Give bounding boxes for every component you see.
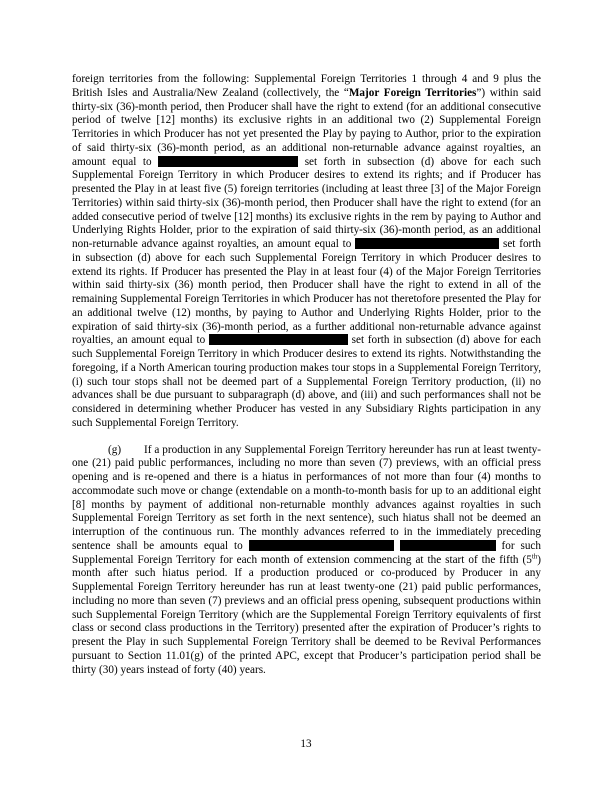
text-run: ) month after such hiatus period. If a production produced or co-produced by Producer in any Supplemental Foreign Territory hereunder has run at least twenty-one (21) paid public performances, including no more than seven (7) previews and an official press opening, subsequent productions within such Supplemental Foreign Territory (which are the Supplemental Foreign Territory equivalents of first class or second class productions in the Territory) presented after the expiration of Producer’s rights to present the Play in such Supplemental Foreign Territory shall be deemed to be Revival Performances pursuant to Section 11.01(g) of the printed APC, except that Producer’s participation period shall be thirty (30) years instead of forty (40) years. — [72, 553, 541, 676]
redaction-block — [209, 334, 348, 345]
superscript: th — [531, 551, 538, 560]
redaction-block — [355, 238, 499, 249]
defined-term: Major Foreign Territories — [348, 86, 477, 99]
text-run: set forth in subsection (d) above for each such Supplemental Foreign Territory in which Producer desires to extend its rights; and if Producer has presented the Play in at least five (5) foreign territories (including at least three [3] of the Major Foreign Territories) within said thirty-six (36)-month period, then Producer shall have the right to extend (for an added consecutive period of twelve [12] months) its exclusive rights in the rem by paying to Author and Underlying Rights Holder, prior to the expiration of said thirty-six (36)-month period, as an additional non-returnable advance against royalties, an amount equal to — [72, 155, 541, 250]
paragraph-label: (g) — [108, 443, 122, 456]
redaction-block — [400, 540, 496, 551]
redaction-block — [158, 156, 298, 167]
text-run: ”) within said thirty-six (36)-month period, then Producer shall have the right to extend (for an additional consecutive period of twelve [12] months) its exclusive rights in an additional two (2) Supplemental Foreign Territories in which Producer has not yet presented the Play by paying to Author, prior to the expiration of said thirty-six (36)-month period, as an additional non-returnable advance against royalties, an amount equal to — [72, 86, 541, 168]
text-run: set forth in subsection (d) above for each such Supplemental Foreign Territory in which Producer desires to extend its rights. Notwithstanding the foregoing, if a North American touring production makes tour stops in a Supplemental Foreign Territory, (i) such tour stops shall not be deemed part of a Supplemental Foreign Territory production, (ii) no advances shall be due pursuant to subparagraph (d) above, and (iii) and such performances shall not be considered in determining whether Producer has vested in any Subsidiary Rights participation in any such Supplemental Foreign Territory. — [72, 334, 541, 429]
body-text — [72, 73, 541, 677]
text-run: for such Supplemental Foreign Territory for each month of extension commencing at the start of the fifth (5 — [72, 539, 541, 566]
text-run: foreign territories from the following: Supplemental Foreign Territories 1 through 4 and 9 plus the British Isles and Australia/New Zealand (collectively, the “ — [72, 73, 541, 99]
text-run: set forth in subsection (d) above for each such Supplemental Foreign Territory in which Producer desires to extend its rights. If Producer has presented the Play in at least four (4) of the Major Foreign Territories within said thirty-six (36) month period, then Producer shall have the right to extend in all of the remaining Supplemental Foreign Territories in which Producer has not theretofore presented the Play for an additional twelve (12) months, by paying to Author and Underlying Rights Holder, prior to the expiration of said thirty-six (36)-month period, as a further additional non-returnable advance against royalties, an amount equal to — [72, 238, 541, 347]
page-number: 13 — [300, 738, 312, 750]
paragraph-g — [72, 444, 541, 678]
paragraph-f-continuation — [72, 73, 541, 431]
redaction-block — [249, 540, 394, 551]
text-run: If a production in any Supplemental Foreign Territory hereunder has run at least twenty-one (21) paid public performances, including no more than seven (7) previews, with an official press opening and is re-opened and there is a hiatus in performances of not more than four (4) months to accommodate such move or change (extendable on a month-to-month basis for up to an additional eight [8] months by payment of additional non-returnable monthly advances against royalties in such Supplemental Foreign Territory as set forth in the next sentence), such hiatus shall not be deemed an interruption of the continuous run. The monthly advances referred to in the immediately preceding sentence shall be amounts equal to — [72, 443, 541, 552]
